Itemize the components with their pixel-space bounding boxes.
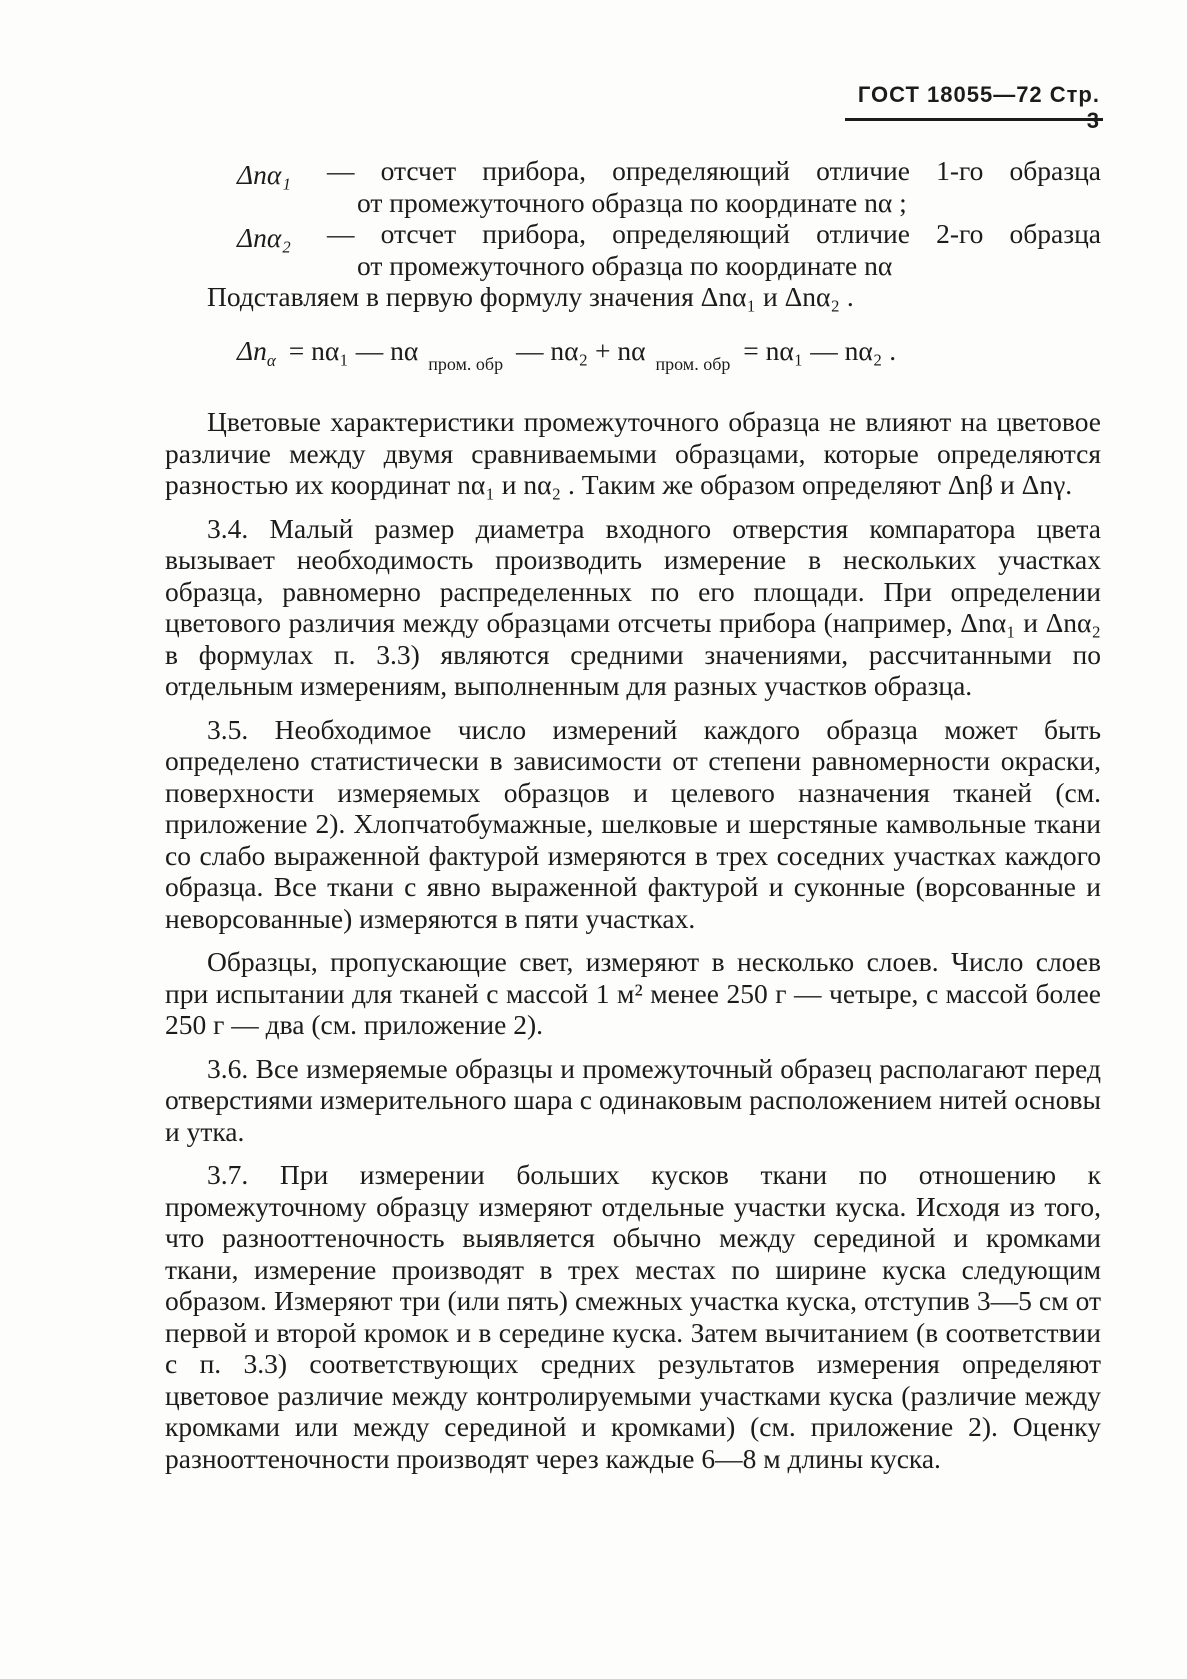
definition-line: от промежуточного образца по координате nα ; [357,186,907,218]
paragraph: Образцы, пропускающие свет, измеряют в несколько слоев. Число слоев при испытании для тканей с массой 1 м² менее 250 г — четыре, с массой более 250 г — два (см. приложение 2). [165,946,1101,1040]
paragraph-3-6: 3.6. Все измеряемые образцы и промежуточный образец располагают перед отверстиями измерительного шара с одинаковым расположением нитей основы и утка. [165,1052,1101,1147]
substitution-text: Подставляем в первую формулу значения Δnα₁ и Δnα₂ . [207,281,854,312]
formula-term: = nα₁ — nα₂ . [743,334,897,366]
definition-text [327,218,1101,281]
definition-line: — отсчет прибора, определяющий отличие 2-го образца [327,218,1101,249]
formula [237,335,1101,381]
header-rule [845,118,1103,121]
formula-subscript: пром. обр [655,353,731,374]
formula-term: — nα₂ + nα [515,334,646,366]
definition-item [237,155,1101,218]
paragraph-3-5: 3.5. Необходимое число измерений каждого образца может быть определено статистически в зависимости от степени равномерности окраски, поверхности измеряемых образцов и целевого назначения тканей (см. приложение 2). Хлопчатобумажные, шелковые и шерстяные камвольные ткани со слабо выраженной фактурой измеряются в трех соседних участках каждого образца. Все ткани с явно выраженной фактурой и суконные (ворсованные и неворсованные) измеряются в пяти участках. [165,713,1101,934]
definition-text [327,155,1101,218]
paragraph: Цветовые характеристики промежуточного образца не влияют на цветовое различие между двумя сравниваемыми образцами, которые определяются разностью их координат nα₁ и nα₂ . Таким же образом определяют Δnβ и Δnγ. [165,406,1101,500]
definition-symbol: Δnα₁ [237,159,291,190]
document-body [165,155,1101,1474]
formula-term: Δn [237,334,267,366]
formula-term: = nα₁ — nα [288,334,419,366]
page-header: ГОСТ 18055—72 Стр. [857,82,1100,107]
definition-item [237,218,1101,281]
paragraph-3-7: 3.7. При измерении больших кусков ткани по отношению к промежуточному образцу измеряют отдельные участки куска. Исходя из того, что разнооттеночность выявляется обычно между серединой и кромками ткани, измерение производят в трех местах по ширине куска следующим образом. Измеряют три (или пять) смежных участка куска, отступив 3—5 см от первой и второй кромок и в середине куска. Затем вычитанием (в соответствии с п. 3.3) соответствующих средних результатов измерения определяют цветовое различие между контролируемыми участками куска (различие между кромками или между серединой и кромками) (см. приложение 2). Оценку разнооттеночности производят через каждые 6—8 м длины куска. [165,1159,1101,1474]
paragraph-3-4: 3.4. Малый размер диаметра входного отверстия компаратора цвета вызывает необходимость производить измерение в нескольких участках образца, равномерно распределенных по его площади. При определении цветового различия между образцами отсчеты прибора (например, Δnα₁ и Δnα₂ в формулах п. 3.3) являются средними значениями, рассчитанными по отдельным измерениям, выполненным для разных участков образца. [165,512,1101,701]
definition-list [237,155,1101,281]
definition-line: — отсчет прибора, определяющий отличие 1-го образца [327,155,1101,186]
definition-symbol: Δnα₂ [237,222,291,253]
definition-line: от промежуточного образца по координате nα [357,249,893,281]
formula-subscript: пром. обр [428,353,504,374]
formula-subscript: α [266,350,276,370]
